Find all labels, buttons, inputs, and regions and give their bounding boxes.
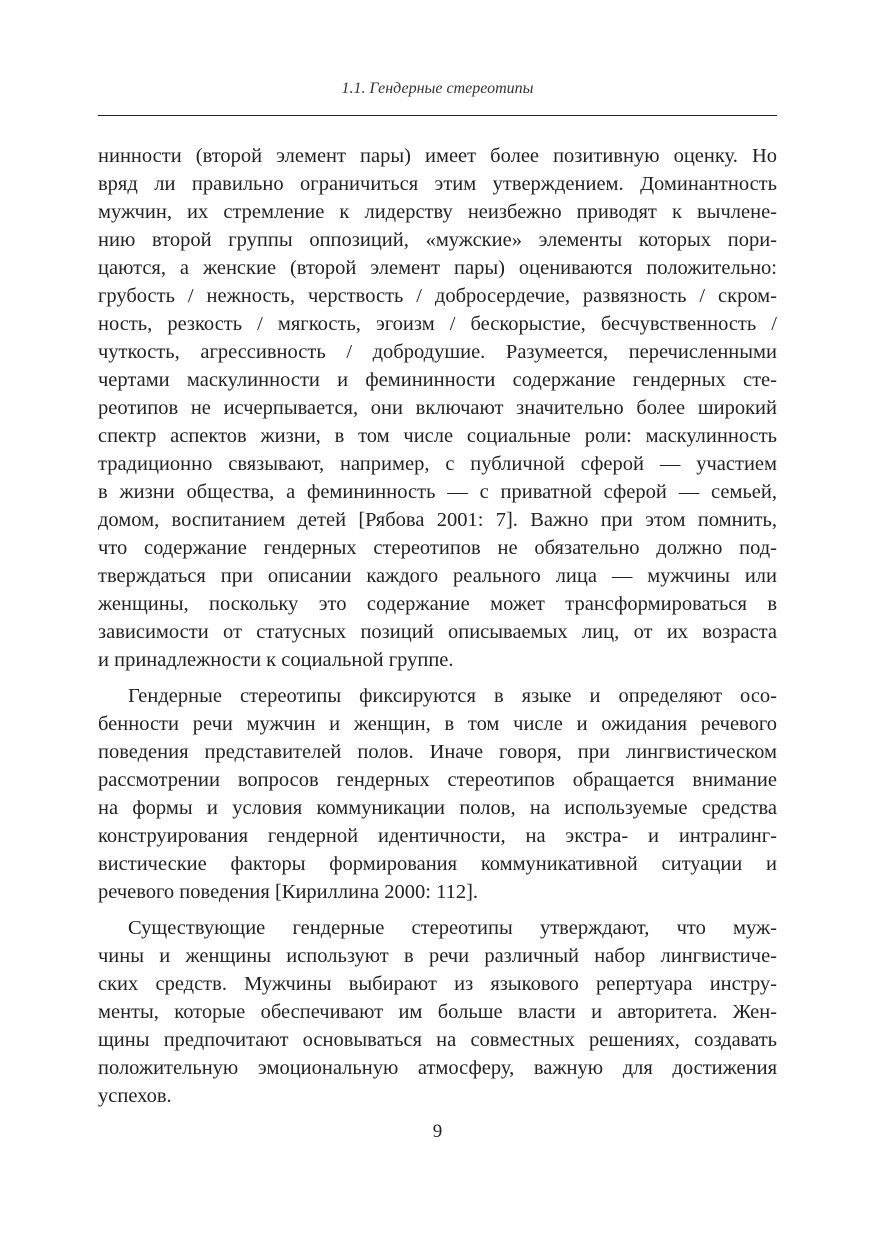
text-line: вистические факторы формирования коммуникативной ситуации и — [98, 853, 777, 875]
text-line: успехов. — [98, 1085, 172, 1107]
text-line: тверждаться при описании каждого реального лица — мужчины или — [98, 565, 777, 587]
text-line: на формы и условия коммуникации полов, на используемые средства — [98, 797, 777, 819]
text-line: Гендерные стереотипы фиксируются в языке и определяют осо- — [128, 685, 777, 707]
text-line: щины предпочитают основываться на совместных решениях, создавать — [98, 1029, 777, 1051]
paragraph-gap — [98, 906, 777, 914]
text-line: нию второй группы оппозиций, «мужские» элементы которых пори- — [98, 229, 777, 251]
paragraph-gap — [98, 674, 777, 682]
text-line: зависимости от статусных позиций описываемых лиц, от их возраста — [98, 621, 777, 643]
paragraph-3 — [98, 914, 777, 1110]
text-line: вряд ли правильно ограничиться этим утверждением. Доминантность — [98, 173, 777, 195]
page-number: 9 — [432, 1121, 443, 1142]
text-line: менты, которые обеспечивают им больше власти и авторитета. Жен- — [98, 1001, 777, 1023]
text-line: ских средств. Мужчины выбирают из языкового репертуара инстру- — [98, 973, 777, 995]
text-line: традиционно связывают, например, с публичной сферой — участием — [98, 453, 777, 475]
text-line: что содержание гендерных стереотипов не обязательно должно под- — [98, 537, 777, 559]
text-line: поведения представителей полов. Иначе говоря, при лингвистическом — [98, 741, 777, 763]
text-line: Существующие гендерные стереотипы утверждают, что муж- — [128, 917, 777, 939]
text-line: спектр аспектов жизни, в том числе социальные роли: маскулинность — [98, 425, 777, 447]
text-line: бенности речи мужчин и женщин, в том числе и ожидания речевого — [98, 713, 777, 735]
text-line: и принадлежности к социальной группе. — [98, 649, 454, 671]
text-line: конструирования гендерной идентичности, на экстра- и интралинг- — [98, 825, 777, 847]
text-line: грубость / нежность, черствость / добросердечие, развязность / скром- — [98, 285, 777, 307]
header-rule — [98, 115, 777, 116]
body-text — [98, 142, 777, 1110]
running-head: 1.1. Гендерные стереотипы — [341, 80, 534, 97]
text-line: реотипов не исчерпывается, они включают значительно более широкий — [98, 397, 777, 419]
text-line: домом, воспитанием детей [Рябова 2001: 7]. Важно при этом помнить, — [98, 509, 777, 531]
text-line: чины и женщины используют в речи различный набор лингвистиче- — [98, 945, 777, 967]
text-line: в жизни общества, а фемининность — с приватной сферой — семьей, — [98, 481, 777, 503]
paragraph-2 — [98, 682, 777, 906]
text-line: мужчин, их стремление к лидерству неизбежно приводят к вычлене- — [98, 201, 777, 223]
text-line: ность, резкость / мягкость, эгоизм / бескорыстие, бесчувственность / — [98, 313, 777, 335]
text-line: нинности (второй элемент пары) имеет более позитивную оценку. Но — [98, 145, 777, 167]
text-line: положительную эмоциональную атмосферу, важную для достижения — [98, 1057, 777, 1079]
text-line: женщины, поскольку это содержание может трансформироваться в — [98, 593, 777, 615]
paragraph-1 — [98, 142, 777, 674]
text-line: чуткость, агрессивность / добродушие. Разумеется, перечисленными — [98, 341, 777, 363]
text-line: речевого поведения [Кириллина 2000: 112]. — [98, 881, 479, 903]
text-line: чертами маскулинности и фемининности содержание гендерных сте- — [98, 369, 777, 391]
text-line: цаются, а женские (второй элемент пары) оцениваются положительно: — [98, 257, 777, 279]
text-line: рассмотрении вопросов гендерных стереотипов обращается внимание — [98, 769, 777, 791]
